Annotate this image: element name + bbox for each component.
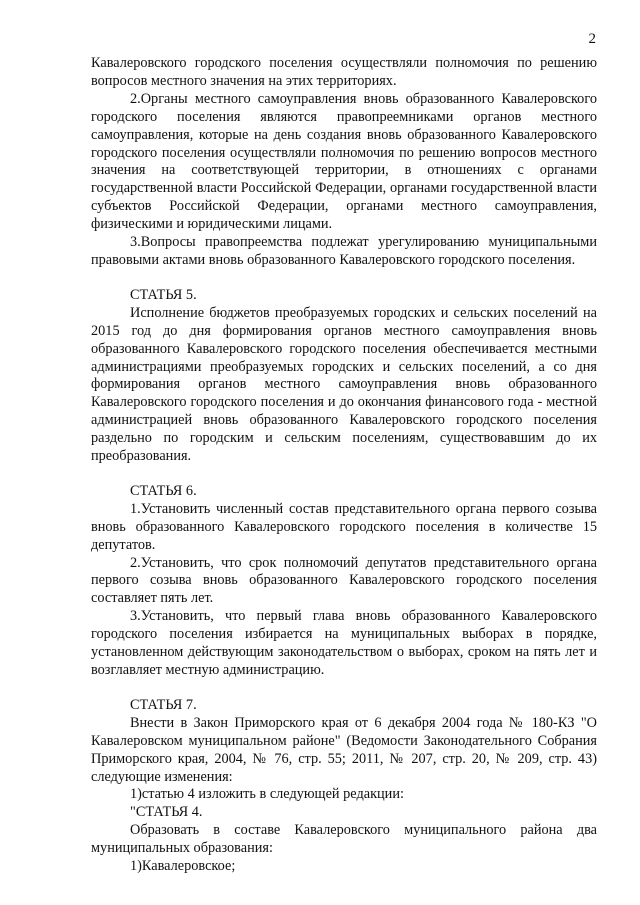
paragraph: Образовать в составе Кавалеровского муниципального района два муниципальных образования:: [91, 822, 597, 857]
paragraph: 3.Вопросы правопреемства подлежат урегулированию муниципальными правовыми актами вновь образованного Кавалеровского городского поселения.: [91, 234, 597, 268]
paragraph: Кавалеровского городского поселения осуществляли полномочия по решению вопросов местного значения на этих территориях.: [91, 55, 597, 89]
paragraph: 2.Установить, что срок полномочий депутатов представительного органа первого созыва вновь образованного Кавалеровского городского поселения составляет пять лет.: [91, 554, 597, 607]
paragraph: 1.Установить численный состав представительного органа первого созыва вновь образованного Кавалеровского городского поселения в количестве 15 депутатов.: [91, 500, 597, 553]
paragraph: 3.Установить, что первый глава вновь образованного Кавалеровского городского поселения избирается на муниципальных выборах в порядке, установленном действующим законодательством о выборах, сроком на пять лет и возглавляет местную администрацию.: [91, 608, 597, 678]
paragraph: 1)Кавалеровское;: [130, 858, 236, 875]
article-heading: СТАТЬЯ 7.: [130, 696, 197, 713]
page-number: 2: [588, 31, 596, 47]
paragraph: Внести в Закон Приморского края от 6 декабря 2004 года № 180-КЗ "О Кавалеровском муниципальном районе" (Ведомости Законодательного Собрания Приморского края, 2004, № 76, стр. 55; 2011, № 207, стр. 20, № 209, стр. 43) следующие изменения:: [91, 714, 597, 785]
article-heading: СТАТЬЯ 6.: [130, 482, 197, 499]
article-heading: СТАТЬЯ 5.: [130, 286, 197, 303]
paragraph: 1)статью 4 изложить в следующей редакции:: [130, 786, 404, 803]
paragraph: Исполнение бюджетов преобразуемых городских и сельских поселений на 2015 год до дня формирования органов местного самоуправления вновь образованного Кавалеровского городского поселения обеспечивается местными администрациями преобразуемых городских и сельских поселений, а со дня формирования органов местного самоуправления вновь образованного Кавалеровского городского поселения и до окончания финансового года - местной администрацией вновь образованного Кавалеровского городского поселения раздельно по городским и сельским поселениям, существовавшим до их преобразования.: [91, 304, 597, 465]
paragraph: "СТАТЬЯ 4.: [130, 804, 203, 821]
paragraph: 2.Органы местного самоуправления вновь образованного Кавалеровского городского поселения являются правопреемниками органов местного самоуправления, которые на день создания вновь образованного Кавалеровского городского поселения осуществляли полномочия по решению вопросов местного значения на соответствующей территории, в отношениях с органами государственной власти Российской Федерации, органами государственной власти субъектов Российской Федерации, органами местного самоуправления, физическими и юридическими лицами.: [91, 90, 597, 233]
document-body: [91, 55, 597, 876]
